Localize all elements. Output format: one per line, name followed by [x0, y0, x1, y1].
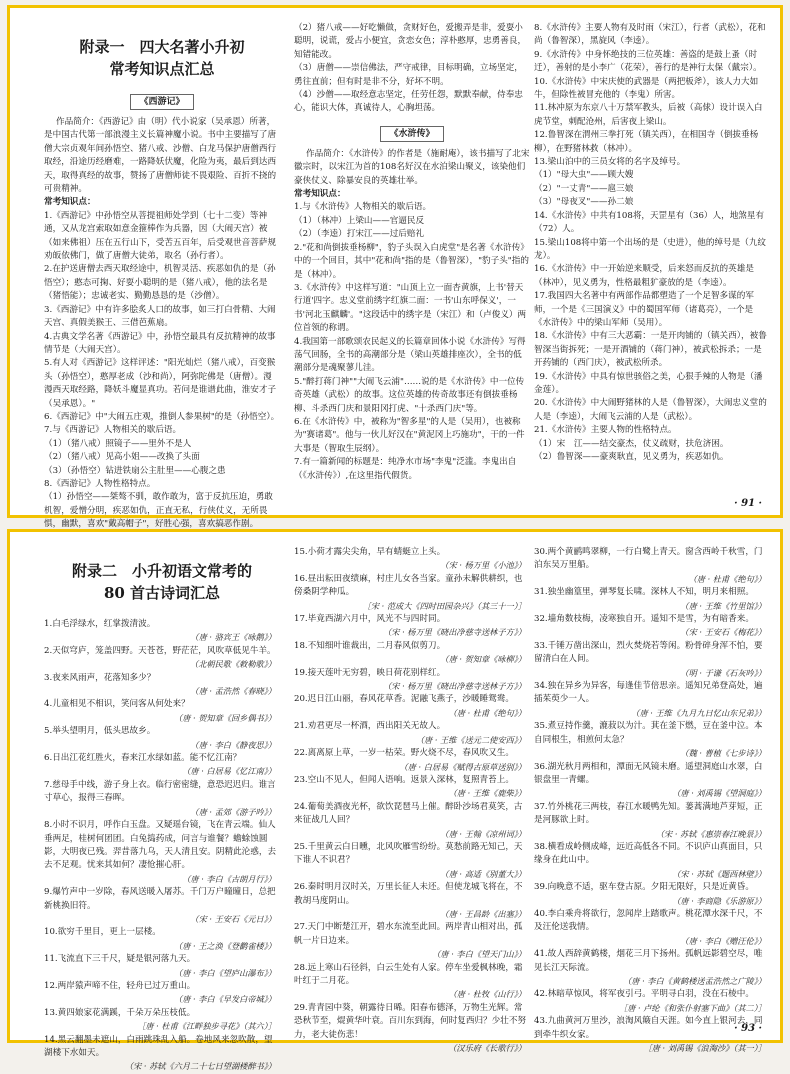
poem-text: 29.青青园中葵，朝露待日晞。阳春布德泽，万物生光辉。常恐秋节至，焜黄华叶衰。百川东到海，何时复西归？少壮不努力，老大徒伤悲！ [294, 1002, 527, 1040]
column-1 [44, 22, 280, 532]
poem-entry [44, 886, 280, 926]
poem-text: 24.葡萄美酒夜光杯，欲饮琵琶马上催。醉卧沙场君莫笑，古来征战几人回？ [294, 801, 523, 826]
poem-entry [44, 752, 280, 779]
poem-text: 12.两岸猿声啼不住，轻舟已过万重山。 [44, 980, 196, 991]
poem-text: 36.湖光秋月两相和，潭面无风镜未磨。遥望洞庭山水翠，白银盘里一青螺。 [534, 761, 763, 785]
shuihu-item: 13.梁山泊中的三员女将的名字及绰号。 [534, 157, 686, 168]
xiyouji-item: 1.《西游记》中孙悟空从菩提祖师处学到（七十二变）等神通，又从龙宫索取如意金箍棒作为兵器，因（大闹天宫）被（如来佛祖）压在五行山下，受苦五百年，后受观世音菩萨规劝皈依佛门，做了唐僧大徒弟，取名（孙行者）。 [44, 210, 277, 262]
poem-text: 13.黄四娘家花满蹊，千朵万朵压枝低。 [44, 1007, 196, 1018]
poem-entry [534, 1015, 770, 1055]
xiyouji-item: （3）（孙悟空）钻进铁扇公主肚里——心腹之患 [44, 465, 226, 476]
poem-entry [44, 645, 280, 672]
poem-text: 4.儿童相见不相识，笑问客从何处来？ [44, 699, 190, 710]
poem-entry [294, 640, 530, 667]
shuihu-item: 6.在《水浒传》中，被称为"智多星"的人是（吴用），也被称为"赛诸葛"。他与一伙儿好汉在"黄泥冈上巧施功"，干的一件大事是（智取生辰纲）。 [294, 416, 525, 454]
poem-source: （宋 · 杨万里《晓出净慈寺送林子方》） [383, 681, 526, 692]
xiyouji-item: （2）（猪八戒）见高小姐——改换了头面 [44, 452, 200, 463]
poem-entry [534, 881, 770, 908]
poem-source: （唐 · 李白《赠汪伦》） [680, 935, 766, 946]
poem-source: （唐 · 李白《望天门山》） [432, 949, 526, 960]
poem-text: 10.欲穷千里目，更上一层楼。 [44, 927, 161, 938]
poem-entry [44, 980, 280, 1007]
shuihu-item: 9.《水浒传》中身怀绝技的三位英雄：善盗的是鼓上蚤（时迁），善射的是小李广（花荣），善行的是神行太保（戴宗）。 [534, 49, 762, 74]
shuihu-items [294, 201, 530, 483]
poem-entry [44, 819, 280, 886]
poem-source: （唐 · 杜甫《绝句》） [448, 707, 526, 718]
poem-source: （唐 · 贺知章《回乡偶书》） [174, 712, 276, 723]
poem-entry [534, 720, 770, 760]
poem-source: （唐 · 白居易《忆江南》） [182, 766, 276, 777]
poem-text: 20.迟日江山丽，春风花草香。泥融飞燕子，沙暖睡鸳鸯。 [294, 694, 514, 705]
poem-text: 39.向晚意不适，驱车登古原。夕阳无限好，只是近黄昏。 [534, 882, 754, 893]
poem-source: （唐 · 王翰《凉州词》） [440, 828, 526, 839]
poem-entry [294, 720, 530, 747]
poem-text: 37.竹外桃花三两枝，春江水暖鸭先知。蒌蒿满地芦芽短，正是河豚欲上时。 [534, 801, 763, 826]
shuihu-item: 8.《水浒传》主要人物有及时雨（宋江），行者（武松），花和尚（鲁智深），黑旋风（李逵）。 [534, 23, 766, 47]
xiyouji-item: 4.古典文学名著《西游记》中，孙悟空最具有反抗精神的故事情节是（大闹天宫）。 [44, 331, 276, 355]
xiyouji-box-title [44, 94, 280, 110]
column-2 [294, 22, 530, 483]
shuihu-box-title [294, 126, 530, 142]
poem-text: 23.空山不见人，但闻人语响。返景入深林，复照青苔上。 [294, 774, 514, 785]
xiyouji-item: 8.《西游记》人物性格特点。 [44, 478, 156, 489]
poem-source: （明 · 于谦《石灰吟》） [680, 667, 766, 678]
poem-text: 26.秦时明月汉时关，万里长征人未还。但使龙城飞将在，不教胡马度阴山。 [294, 882, 523, 906]
poem-text: 3.夜来风雨声，花落知多少？ [44, 672, 156, 683]
poem-text: 38.横看成岭侧成峰，远近高低各不同。不识庐山真面目，只缘身在此山中。 [534, 841, 763, 866]
poem-source: （唐 · 杜甫《绝句》） [688, 573, 766, 584]
poem-entry [44, 672, 280, 699]
poem-text: 19.接天莲叶无穷碧，映日荷花别样红。 [294, 667, 446, 678]
shuihu-item: 20.《水浒传》中大闹野猪林的人是（鲁智深），大闹忠义堂的人是（李逵），大闹飞云浦的人是（武松）。 [534, 398, 767, 422]
poem-text: 33.千锤万凿出深山，烈火焚烧若等闲。粉骨碎身浑不怕，要留清白在人间。 [534, 640, 763, 665]
xiyouji-item: 5.有人对《西游记》这样评述："阳光灿烂（猪八戒），百变猴头（孙悟空），憨厚老成（沙和尚），阿弥陀佛是（唐僧）。漫漫西天取经路，降妖斗魔显真功。若问是谁谱此曲，淮安才子（吴承恩）。" [44, 358, 277, 409]
heading-line: 80 首古诗词汇总 [103, 584, 221, 602]
xiyouji-title-text: 《西游记》 [130, 94, 193, 110]
poem-entry [294, 774, 530, 801]
heading-line: 附录二 小升初语文常考的 [71, 562, 252, 580]
shuihu-item: 11.林冲原为东京八十万禁军教头，后被（高俅）设计误入白虎节堂，刺配沧州，后害夜上梁山。 [534, 103, 763, 127]
shuihu-item: （1）宋 江——结交豪杰，仗义疏财，扶危济困。 [534, 438, 729, 449]
poem-source: （宋 · 杨万里《小池》） [440, 560, 526, 571]
poem-source: （唐 · 王维《九月九日忆山东兄弟》） [631, 707, 766, 718]
poem-source: ［唐 · 刘禹锡《浪淘沙》（其一）］ [643, 1043, 766, 1054]
poem-text: 32.墙角数枝梅，凌寒独自开。遥知不是雪，为有暗香来。 [534, 614, 754, 625]
xiyouji-intro: 作品简介：《西游记》由（明）代小说家（吴承恩）所著，是中国古代第一部浪漫主义长篇神魔小说。书中主要描写了唐僧大宗贞观年间孙悟空、猪八戒、沙僧、白龙马保护唐僧西行取经，沿途历经磨难，一路降妖伏魔，化险为夷，最后到达西天，取得真经的故事，赞扬了唐僧师徒不畏艰险、百折不挠的可贵精神。 [44, 117, 277, 195]
poem-text: 31.独坐幽篁里，弹琴复长啸。深林人不知，明月来相照。 [534, 587, 754, 598]
poem-source: （宋 · 王安石《元日》） [190, 913, 276, 924]
shuihu-items-cont [534, 22, 770, 464]
xiyouji-item: 7.与《西游记》人物相关的歇后语。 [44, 425, 182, 436]
xiyouji-item: （2）猪八戒——好吃懒做，贪财好色，爱搬弄是非，爱耍小聪明，说谎，爱占小便宜，贪恋女色；淳朴憨厚，忠勇善良，知错能改。 [294, 23, 527, 60]
poem-source: （唐 · 白居易《赋得古原草送别》） [399, 761, 526, 772]
poem-source: （唐 · 高适《别董大》） [440, 868, 526, 879]
poem-text: 28.远上寒山石径斜，白云生处有人家。停车坐爱枫林晚，霜叶红于二月花。 [294, 962, 523, 986]
shuihu-title-text: 《水浒传》 [380, 126, 443, 142]
poem-source: （唐 · 李商隐《乐游原》） [672, 895, 766, 906]
shuihu-item: 17.我国四大名著中有两部作品都塑造了一个足智多谋的军师，一个是《三国演义》中的蜀国军师（诸葛亮），一个是《水浒传》中的梁山军师（吴用）。 [534, 291, 754, 328]
shuihu-item: 21.《水浒传》主要人物的性格特点。 [534, 425, 677, 436]
poem-entry [44, 698, 280, 725]
shuihu-item: 10.《水浒传》中宋庆使的武器是（两把板斧），该人力大如牛，但除性被冒充他的（李鬼）所害。 [534, 76, 759, 101]
shuihu-kp-label [294, 188, 530, 201]
poem-source: （宋 · 杨万里《晓出净慈寺送林子方》） [383, 627, 526, 638]
poem-source: （唐 · 王维《送元二使安西》） [415, 734, 526, 745]
shuihu-item: （2）（李逵）打宋江——过后赔礼 [294, 229, 425, 240]
page-number: · 91 · [734, 498, 762, 509]
shuihu-item: 3.《水浒传》中这样写道："山顶上立一面杏黄旗，上书'替天行道'四字。忠义堂前绣字红旗二面：一书'山东呼保义'，一书'河北玉麒麟'。"这段话中的绣字是（宋江）和（卢俊义）两位首领的称谓。 [294, 282, 527, 334]
poem-source: （唐 · 王之涣《登鹳雀楼》） [174, 940, 276, 951]
poem-source: （唐 · 王昌龄《出塞》） [440, 908, 526, 919]
xiyouji-item: 6.《西游记》中"大闹五庄观，推倒人参果树"的是（孙悟空）。 [44, 411, 280, 422]
poem-source: （宋 · 苏轼《六月二十七日望湖楼醉书》） [124, 1061, 276, 1072]
xiyouji-item: （3）唐僧——崇信佛法，严守戒律，目标明确，立场坚定，勇往直前；但有时是非不分，好坏不明。 [294, 63, 523, 87]
poem-entry [294, 613, 530, 640]
poem-text: 18.不知细叶谁裁出，二月春风似剪刀。 [294, 640, 446, 651]
poem-entry [534, 761, 770, 801]
poem-text: 43.九曲黄河万里沙，浪淘风簸自天涯。如今直上银河去，同到牵牛织女家。 [534, 1016, 763, 1040]
shuihu-item: 16.《水浒传》中一开始逆来顺受，后来怒而反抗的英雄是（林冲），见义勇为，性格最粗犷豪放的是（李逵）。 [534, 264, 754, 288]
poem-source: （唐 · 李白《古朗月行》） [182, 873, 276, 884]
poem-source: （唐 · 王维《鹿柴》） [448, 788, 526, 799]
appendix1-heading [44, 36, 280, 80]
poem-source: （宋 · 苏轼《题西林壁》） [672, 868, 766, 879]
shuihu-item: 15.梁山108将中第一个出场的是（史进），他的绰号是（九纹龙）。 [534, 237, 767, 261]
poem-text: 1.白毛浮绿水，红掌拨清波。 [44, 619, 156, 629]
xiyouji-items-cont [294, 22, 530, 116]
poem-source: （唐 · 骆宾王《咏鹅》） [190, 632, 276, 643]
poem-entry [534, 613, 770, 640]
poem-entry [534, 546, 770, 586]
poem-entry [44, 779, 280, 819]
poem-entry [534, 908, 770, 948]
poem-entry [534, 948, 770, 988]
shuihu-item: （3）"母夜叉"——孙二娘 [534, 197, 634, 208]
poem-text: 8.小时不识月，呼作白玉盘。又疑瑶台镜，飞在青云端。仙人垂两足，桂树何团团。白兔捣药成，问言与谁餐？蟾蜍蚀圆影，大明夜已残。羿昔落九乌，天人清且安。阴精此沦惑，去去不足观。忧来其如何？凄怆摧心肝。 [44, 820, 277, 871]
poem-text: 7.慈母手中线，游子身上衣。临行密密缝，意恐迟迟归。谁言寸草心，报得三春晖。 [44, 779, 276, 804]
poem-text: 9.爆竹声中一岁除，春风送暖入屠苏。千门万户曈曈日，总把新桃换旧符。 [44, 887, 276, 911]
poem-source: （唐 · 李白《黄鹤楼送孟浩然之广陵》） [623, 976, 766, 986]
xiyouji-item: （1）孙悟空——桀骜不驯，敢作敢为，富于反抗压迫，勇敢机智，爱憎分明，疾恶如仇，正直无私，行侠仗义，无所畏惧，幽默，喜欢"戴高帽子"，好胜心强，喜欢搞恶作剧。 [44, 492, 273, 530]
poem-text: 17.毕竟西湖六月中，风光不与四时同。 [294, 614, 446, 625]
poem-entry [44, 1034, 280, 1074]
poem-text: 25.千里黄云白日曛，北风吹雁雪纷纷。莫愁前路无知己，天下谁人不识君？ [294, 841, 523, 866]
poem-source: （唐 · 孟郊《游子吟》） [190, 806, 276, 817]
poem-entry [294, 881, 530, 921]
shuihu-item: （1）（林冲）上梁山——官逼民反 [294, 215, 425, 226]
kp-label-text: 常考知识点： [44, 197, 96, 208]
xiyouji-kp-label [44, 196, 280, 209]
poem-source: （唐 · 孟浩然《春晓》） [190, 686, 276, 697]
xiyouji-items [44, 210, 280, 532]
poem-list [294, 546, 530, 1055]
poem-source: （宋 · 王安石《梅花》） [680, 627, 766, 638]
poem-text: 40.李白乘舟将欲行，忽闻岸上踏歌声。桃花潭水深千尺，不及汪伦送我情。 [534, 908, 763, 933]
poem-text: 15.小荷才露尖尖角，早有蜻蜓立上头。 [294, 547, 446, 557]
poem-source: （唐 · 刘禹锡《望洞庭》） [672, 788, 766, 799]
poem-entry [534, 586, 770, 613]
poem-entry [44, 725, 280, 752]
poem-entry [534, 680, 770, 720]
poem-source: （宋 · 苏轼《惠崇春江晚景》） [655, 828, 766, 839]
poem-text: 16.昼出耘田夜绩麻，村庄儿女各当家。童孙未解供耕织，也傍桑阴学种瓜。 [294, 573, 523, 598]
xiyouji-item: （4）沙僧——取经意志坚定，任劳任怨，默默奉献，侍奉忠心，能识大体，真诚待人，心胸坦荡。 [294, 90, 523, 114]
poem-source: （唐 · 李白《早发白帝城》） [174, 994, 276, 1005]
poem-entry [534, 841, 770, 881]
poem-text: 21.劝君更尽一杯酒，西出阳关无故人。 [294, 721, 446, 732]
shuihu-item: （1）"母大虫"——顾大嫂 [534, 170, 634, 181]
poem-text: 2.天似穹庐，笼盖四野。天苍苍，野茫茫，风吹草低见牛羊。 [44, 645, 276, 656]
heading-line: 常考知识点汇总 [109, 60, 215, 78]
shuihu-item: 18.《水浒传》中有三大恶霸：一是开肉铺的（镇关西），被鲁智深当街拆死；一是开酒铺的（蒋门神），被武松拆杀；一是开药铺的（西门庆），被武松所杀。 [534, 331, 767, 369]
poem-source: ［唐 · 杜甫《江畔独步寻花》（其六）］ [137, 1021, 276, 1032]
poem-entry [44, 1007, 280, 1034]
poem-entry [294, 921, 530, 961]
shuihu-item: 5."醉打蒋门神""大闹飞云浦"……说的是《水浒传》中一位传奇英雄（武松）的故事。这位英雄的传奇故事还有倒拔垂杨柳、斗杀西门庆和景阳冈打虎、"十杀西门庆"等。 [294, 376, 525, 414]
shuihu-intro: 作品简介：《水浒传》的作者是（施耐庵），该书描写了北宋徽宗时，以宋江为首的108名好汉在水泊梁山聚义，该染他们豪侠仗义、除暴安良的英雄壮举。 [294, 148, 530, 186]
poem-entry [44, 618, 280, 645]
poem-text: 30.两个黄鹂鸣翠柳，一行白鹭上青天。窗含西岭千秋雪，门泊东吴万里船。 [534, 547, 763, 571]
poem-source: ［唐 · 卢纶《和张仆射塞下曲》（其二）］ [619, 1002, 766, 1013]
poem-entry [534, 640, 770, 680]
page-91 [7, 5, 783, 530]
heading-line: 附录一 四大名著小升初 [79, 38, 245, 56]
poem-text: 5.举头望明月，低头思故乡。 [44, 726, 156, 737]
poem-text: 22.离离原上草，一岁一枯荣。野火烧不尽，春风吹又生。 [294, 748, 514, 759]
poem-list [534, 546, 770, 1055]
poem-source: （唐 · 李白《静夜思》） [190, 739, 276, 750]
poem-text: 42.林暗草惊风，将军夜引弓。平明寻白羽，没在石棱中。 [534, 989, 754, 1000]
poem-text: 11.飞流直下三千尺，疑是银河落九天。 [44, 954, 196, 965]
poem-entry [294, 667, 530, 694]
poem-text: 35.煮豆持作羹，漉菽以为汁。萁在釜下燃，豆在釜中泣。本自同根生，相煎何太急？ [534, 721, 763, 745]
poem-text: 14.黑云翻墨未遮山，白雨跳珠乱入船。卷地风来忽吹散，望湖楼下水如天。 [44, 1034, 273, 1058]
poem-source: （魏 · 曹植《七步诗》） [680, 748, 766, 759]
poem-entry [294, 801, 530, 841]
shuihu-item: 19.《水浒传》中具有惊世骇俗之美，心狠手辣的人物是（潘金莲）。 [534, 371, 763, 395]
poem-source: （汉乐府《长歌行》） [448, 1043, 526, 1054]
poem-entry [294, 546, 530, 573]
poem-entry [294, 573, 530, 613]
poem-text: 41.故人西辞黄鹤楼，烟花三月下扬州。孤帆远影碧空尽，唯见长江天际流。 [534, 949, 763, 973]
poem-entry [294, 747, 530, 774]
shuihu-item: （2）"一丈青"——扈三娘 [534, 183, 634, 194]
poem-source: （唐 · 王维《竹里馆》） [680, 600, 766, 611]
poem-source: （唐 · 贺知章《咏柳》） [440, 654, 526, 665]
poem-entry [44, 926, 280, 953]
shuihu-item: 4.我国第一部歌颂农民起义的长篇章回体小说《水浒传》写得荡气回肠，全书的高潮部分是（梁山英雄排座次），全书的低潮部分是魂聚蓼儿洼。 [294, 336, 526, 374]
shuihu-item: 14.《水浒传》中共有108将，天罡星有（36）人，地煞星有（72）人。 [534, 210, 765, 235]
xiyouji-item: 3.《西游记》中有许多脍炙人口的故事，如三打白骨精、大闹天宫、真假美猴王、三借芭蕉扇。 [44, 304, 276, 329]
shuihu-item: 2."花和尚倒拔垂杨柳"，豹子头误入白虎堂"是名著《水浒传》中的一个回目，其中"花和尚"指的是（鲁智深），"豹子头"指的是（林冲）。 [294, 242, 529, 280]
poem-source: （唐 · 李白《望庐山瀑布》） [174, 967, 276, 978]
xiyouji-item: 2.在护送唐僧去西天取经途中，机智灵活、疾恶如仇的是（孙悟空）；憨态可掬、好耍小聪明的是（猪八戒），他的法名是（猪悟能）；忠诚老实、勤勤恳恳的是（沙僧）。 [44, 264, 276, 302]
poem-source: （北朝民歌《敕勒歌》） [190, 659, 276, 670]
poem-entry [44, 953, 280, 980]
column-2 [294, 546, 530, 1055]
page-number: · 93 · [734, 1023, 762, 1034]
poem-source: （唐 · 杜牧《山行》） [448, 989, 526, 1000]
shuihu-kp-text: 常考知识点： [294, 189, 346, 200]
poem-list [44, 618, 280, 1074]
poem-text: 27.天门中断楚江开，碧水东流至此回。两岸青山相对出，孤帆一片日边来。 [294, 922, 523, 946]
xiyouji-item: （1）（猪八戒）照镜子——里外不是人 [44, 438, 192, 449]
page-93 [7, 529, 783, 1072]
shuihu-item: 1.与《水浒传》人物相关的歇后语。 [294, 202, 432, 213]
poem-entry [294, 693, 530, 720]
poem-entry [534, 801, 770, 841]
poem-entry [534, 988, 770, 1015]
poem-text: 34.独在异乡为异客，每逢佳节倍思亲。遥知兄弟登高处，遍插茱萸少一人。 [534, 681, 763, 705]
column-1 [44, 546, 280, 1074]
column-3 [534, 546, 770, 1055]
column-3 [534, 22, 770, 464]
poem-entry [294, 1002, 530, 1056]
poem-entry [294, 841, 530, 881]
shuihu-item: （2）鲁智深——豪爽耿直，见义勇为，疾恶如仇。 [534, 452, 729, 462]
poem-text: 6.日出江花红胜火，春来江水绿如蓝。能不忆江南？ [44, 753, 242, 764]
shuihu-item: 12.鲁智深在渭州三拳打死（镇关西），在相国寺（倒拔垂杨柳），在野猪林救（林冲）。 [534, 130, 759, 154]
poem-source: ［宋 · 范成大《四时田园杂兴》（其三十一）］ [362, 600, 526, 611]
shuihu-item: 7.有一篇新闻的标题是：纯净水市场"李鬼"泛滥。李鬼出自（《水浒传》）,在这里指代假货。 [294, 457, 517, 481]
appendix2-heading [44, 560, 280, 604]
poem-entry [294, 962, 530, 1002]
